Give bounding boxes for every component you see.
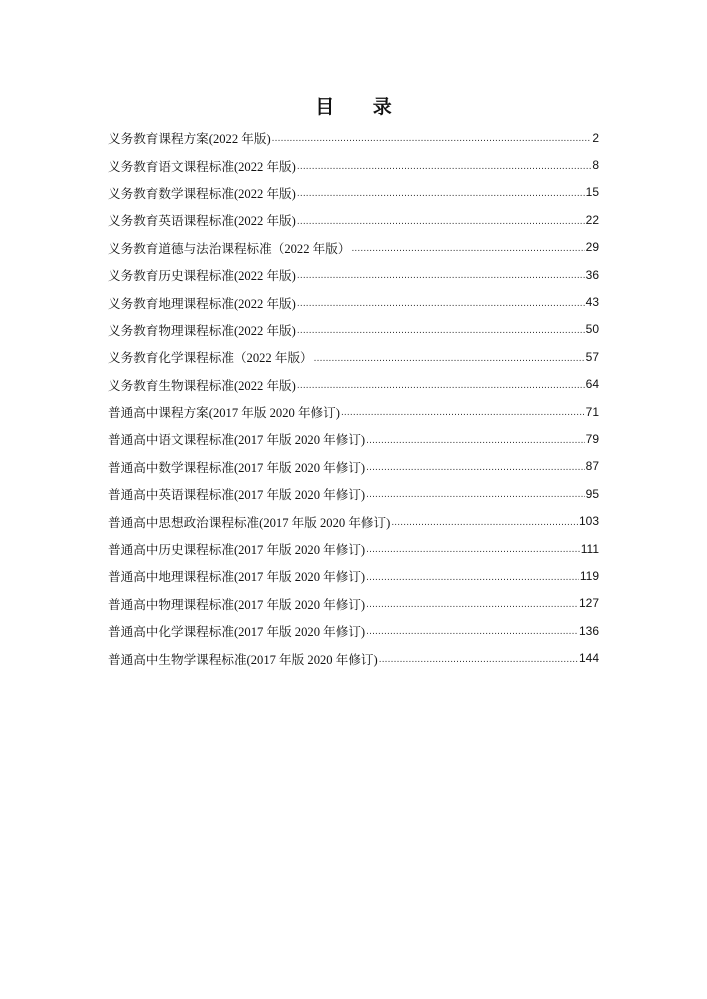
toc-entry[interactable] <box>108 562 599 589</box>
dot-leader <box>351 243 584 261</box>
toc-entry-label: 义务教育地理课程标准(2022 年版) <box>108 296 296 311</box>
dot-leader <box>297 188 585 206</box>
toc-entry[interactable] <box>108 644 599 671</box>
toc-entry-label: 普通高中生物学课程标准(2017 年版 2020 年修订) <box>108 652 378 667</box>
toc-entry-label: 普通高中思想政治课程标准(2017 年版 2020 年修订) <box>108 515 391 530</box>
toc-entry-page: 95 <box>585 486 599 501</box>
toc-entry-label: 普通高中课程方案(2017 年版 2020 年修订) <box>108 406 340 421</box>
table-of-contents <box>108 124 599 672</box>
toc-entry-label: 义务教育道德与法治课程标准（2022 年版） <box>108 241 351 256</box>
toc-entry-label: 义务教育历史课程标准(2022 年版) <box>108 269 296 284</box>
toc-entry[interactable] <box>108 124 599 151</box>
toc-entry[interactable] <box>108 151 599 178</box>
dot-leader <box>272 133 592 151</box>
dot-leader <box>366 435 585 453</box>
dot-leader <box>379 654 578 672</box>
toc-entry[interactable] <box>108 206 599 233</box>
toc-entry[interactable] <box>108 316 599 343</box>
toc-entry-page: 2 <box>592 130 599 145</box>
toc-entry-page: 79 <box>585 431 599 446</box>
dot-leader <box>366 599 578 617</box>
dot-leader <box>297 270 585 288</box>
toc-entry-label: 普通高中英语课程标准(2017 年版 2020 年修订) <box>108 488 366 503</box>
dot-leader <box>366 489 585 507</box>
toc-entry-label: 义务教育英语课程标准(2022 年版) <box>108 214 296 229</box>
toc-entry-label: 义务教育化学课程标准（2022 年版） <box>108 351 313 366</box>
toc-entry[interactable] <box>108 261 599 288</box>
toc-entry-page: 119 <box>579 568 599 583</box>
toc-entry[interactable] <box>108 535 599 562</box>
toc-entry-page: 22 <box>585 212 599 227</box>
toc-entry-page: 8 <box>592 158 599 173</box>
toc-entry-page: 43 <box>585 295 599 310</box>
toc-entry-label: 义务教育物理课程标准(2022 年版) <box>108 323 296 338</box>
toc-entry-label: 普通高中数学课程标准(2017 年版 2020 年修订) <box>108 460 366 475</box>
toc-entry[interactable] <box>108 343 599 370</box>
dot-leader <box>314 353 585 371</box>
toc-entry-label: 义务教育数学课程标准(2022 年版) <box>108 186 296 201</box>
dot-leader <box>366 572 579 590</box>
toc-entry[interactable] <box>108 371 599 398</box>
dot-leader <box>297 325 585 343</box>
toc-entry[interactable] <box>108 425 599 452</box>
toc-entry-label: 义务教育课程方案(2022 年版) <box>108 132 271 147</box>
toc-entry[interactable] <box>108 179 599 206</box>
toc-entry[interactable] <box>108 480 599 507</box>
dot-leader <box>366 626 578 644</box>
toc-entry-label: 普通高中历史课程标准(2017 年版 2020 年修订) <box>108 543 366 558</box>
dot-leader <box>366 544 580 562</box>
toc-entry-page: 57 <box>585 349 599 364</box>
dot-leader <box>366 462 585 480</box>
toc-entry[interactable] <box>108 398 599 425</box>
toc-entry-page: 144 <box>578 651 599 666</box>
toc-entry-page: 71 <box>585 404 599 419</box>
toc-entry[interactable] <box>108 590 599 617</box>
toc-entry-page: 136 <box>578 623 599 638</box>
toc-entry-page: 36 <box>585 267 599 282</box>
toc-entry-label: 普通高中地理课程标准(2017 年版 2020 年修订) <box>108 570 366 585</box>
toc-entry-label: 普通高中语文课程标准(2017 年版 2020 年修订) <box>108 433 366 448</box>
dot-leader <box>297 161 591 179</box>
toc-entry-label: 义务教育生物课程标准(2022 年版) <box>108 378 296 393</box>
dot-leader <box>341 407 585 425</box>
toc-entry-page: 50 <box>585 322 599 337</box>
dot-leader <box>297 298 585 316</box>
dot-leader <box>297 380 585 398</box>
toc-entry-label: 义务教育语文课程标准(2022 年版) <box>108 159 296 174</box>
toc-entry-label: 普通高中物理课程标准(2017 年版 2020 年修订) <box>108 597 366 612</box>
toc-entry-page: 127 <box>578 596 599 611</box>
toc-entry[interactable] <box>108 617 599 644</box>
toc-entry-page: 15 <box>585 185 599 200</box>
toc-entry-page: 111 <box>580 541 599 556</box>
toc-entry-page: 64 <box>585 377 599 392</box>
dot-leader <box>297 216 585 234</box>
toc-entry-label: 普通高中化学课程标准(2017 年版 2020 年修订) <box>108 625 366 640</box>
toc-entry[interactable] <box>108 453 599 480</box>
toc-entry-page: 103 <box>578 514 599 529</box>
toc-entry[interactable] <box>108 288 599 315</box>
toc-entry-page: 87 <box>585 459 599 474</box>
dot-leader <box>391 517 578 535</box>
page-title: 目 录 <box>315 96 408 118</box>
toc-entry[interactable] <box>108 507 599 534</box>
toc-entry[interactable] <box>108 234 599 261</box>
toc-entry-page: 29 <box>585 240 599 255</box>
